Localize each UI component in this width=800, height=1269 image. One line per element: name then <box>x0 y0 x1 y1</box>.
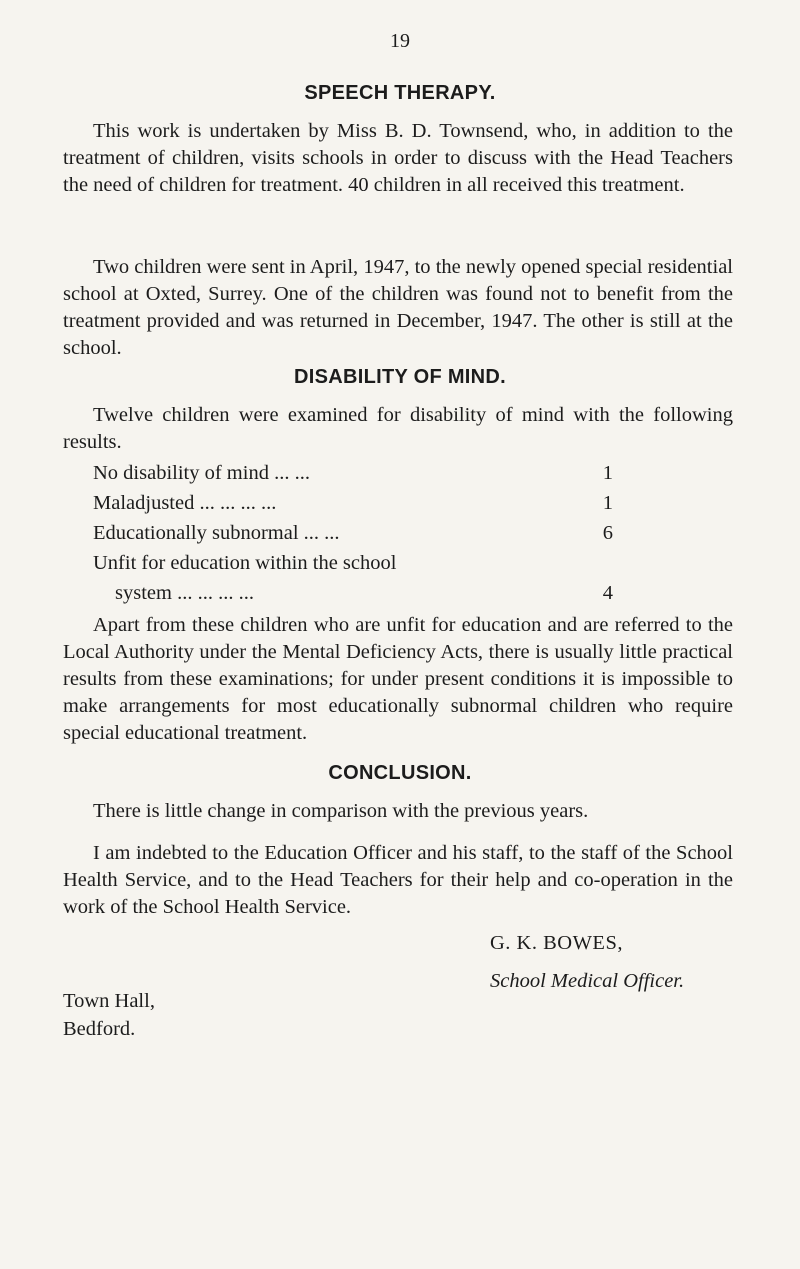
result-value: 1 <box>602 492 613 514</box>
speech-therapy-paragraph-2: Two children were sent in April, 1947, to the newly opened special residential school at Oxted, Surrey. One of the children was found not to benefit from the treatment provided and was returned in December, 1947. The other is still at the school. <box>63 256 733 359</box>
signature-title: School Medical Officer. <box>490 970 685 992</box>
result-row <box>93 458 613 488</box>
result-label: Educationally subnormal ... ... <box>93 522 340 544</box>
result-row <box>93 488 613 518</box>
heading-disability-of-mind: DISABILITY OF MIND. <box>294 366 506 388</box>
result-row <box>93 548 613 608</box>
disability-intro: Twelve children were examined for disability of mind with the following results. <box>63 404 733 453</box>
result-label: No disability of mind ... ... <box>93 462 310 484</box>
speech-therapy-paragraph-1: This work is undertaken by Miss B. D. Townsend, who, in addition to the treatment of children, visits schools in order to discuss with the Head Teachers the need of children for treatment. 40 children in all received this treatment. <box>63 120 733 196</box>
result-label: Maladjusted ... ... ... ... <box>93 492 277 514</box>
address-line-2: Bedford. <box>63 1018 136 1040</box>
conclusion-paragraph-2: I am indebted to the Education Officer and his staff, to the staff of the School Health Service, and to the Head Teachers for their help and co-operation in the work of the School Health Service. <box>63 842 733 918</box>
page-number: 19 <box>390 30 410 52</box>
conclusion-paragraph-1: There is little change in comparison with the previous years. <box>93 800 589 822</box>
result-row <box>93 518 613 548</box>
result-label-line2: system ... ... ... ... <box>115 582 254 604</box>
heading-conclusion: CONCLUSION. <box>328 762 472 784</box>
result-value: 4 <box>602 582 613 604</box>
address-line-1: Town Hall, <box>63 990 155 1012</box>
heading-speech-therapy: SPEECH THERAPY. <box>304 82 496 104</box>
result-label-line1: Unfit for education within the school <box>93 552 397 574</box>
result-value: 6 <box>602 522 613 544</box>
disability-results-list <box>93 458 613 608</box>
signature-name: G. K. BOWES, <box>490 932 623 954</box>
result-value: 1 <box>602 462 613 484</box>
disability-after-paragraph: Apart from these children who are unfit for education and are referred to the Local Authority under the Mental Deficiency Acts, there is usually little practical results from these examinations; for under present conditions it is impossible to make arrangements for most educationally subnormal children who require special educational treatment. <box>63 614 733 744</box>
